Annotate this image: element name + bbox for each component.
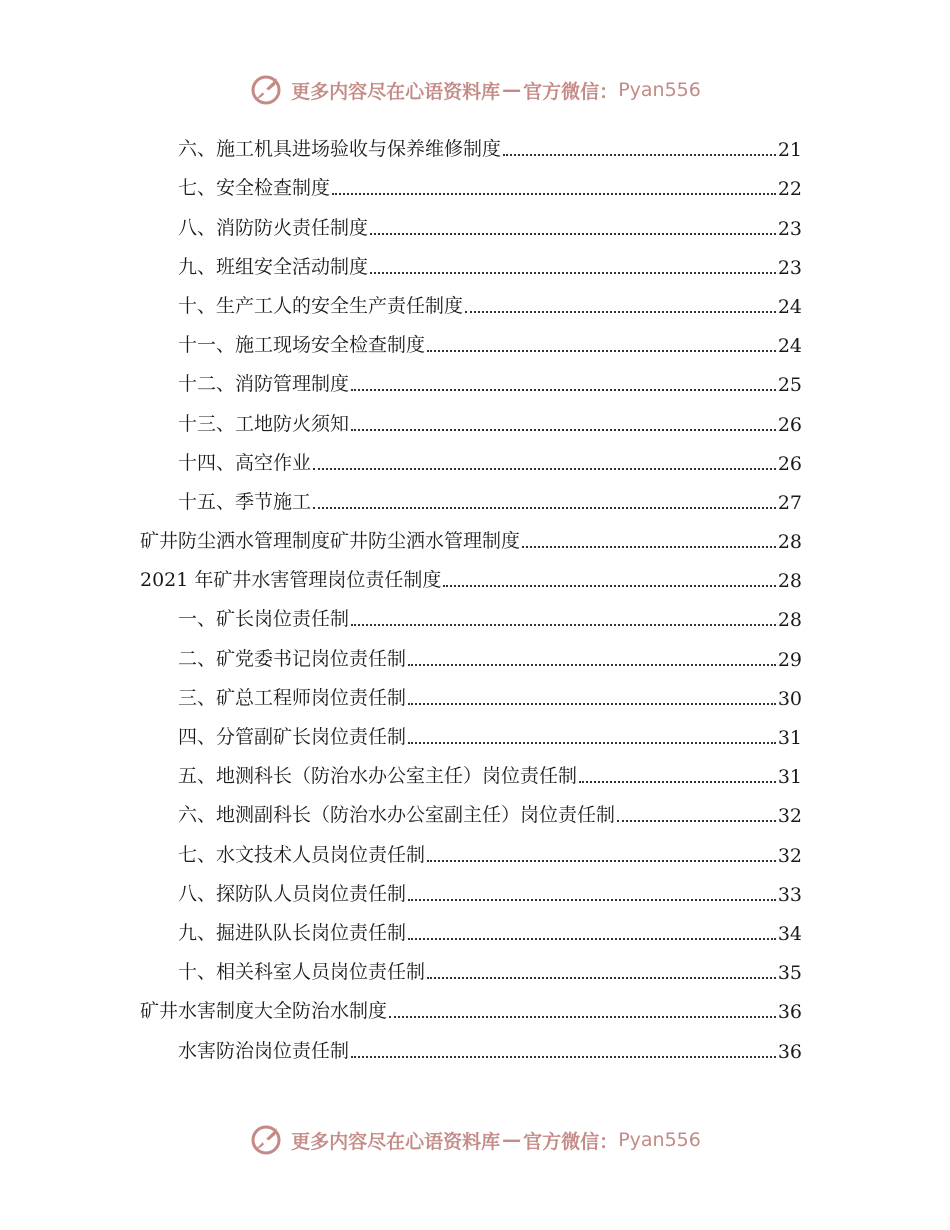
toc-dot-leader <box>427 977 776 979</box>
toc-entry[interactable] <box>140 945 802 984</box>
toc-entry-title: 十二、消防管理制度 <box>178 373 350 396</box>
watermark-text: 更多内容尽在心语资料库 <box>291 80 501 103</box>
toc-entry-page-number: 28 <box>777 570 802 593</box>
toc-entry[interactable] <box>140 436 802 475</box>
toc-dot-leader <box>351 429 776 431</box>
toc-entry[interactable] <box>140 357 802 396</box>
toc-entry-page-number: 32 <box>777 844 802 867</box>
watermark-label: 官方微信： <box>523 1130 619 1153</box>
toc-dot-leader <box>427 860 776 862</box>
toc-dot-leader <box>408 664 776 666</box>
toc-entry-page-number: 24 <box>777 335 802 358</box>
toc-entry-title: 八、消防防火责任制度 <box>178 216 369 239</box>
toc-dot-leader <box>408 899 776 901</box>
watermark-wechat-id: Pyan556 <box>618 1129 701 1151</box>
toc-entry-title: 水害防治岗位责任制 <box>178 1039 350 1062</box>
toc-dot-leader <box>503 154 776 156</box>
logo-icon <box>249 1123 283 1157</box>
toc-dot-leader <box>427 350 776 352</box>
toc-entry-page-number: 34 <box>777 922 802 945</box>
toc-entry[interactable] <box>140 318 802 357</box>
toc-entry[interactable] <box>140 749 802 788</box>
toc-dot-leader <box>617 820 776 822</box>
toc-entry-page-number: 29 <box>777 648 802 671</box>
toc-entry[interactable] <box>140 906 802 945</box>
toc-entry[interactable] <box>140 514 802 553</box>
toc-entry-title: 一、矿长岗位责任制 <box>178 608 350 631</box>
toc-dot-leader <box>332 193 776 195</box>
toc-entry-title: 七、安全检查制度 <box>178 177 331 200</box>
toc-entry[interactable] <box>140 200 802 239</box>
toc-entry-title: 十、相关科室人员岗位责任制 <box>178 961 426 984</box>
watermark-separator: — <box>502 79 522 101</box>
toc-entry-page-number: 33 <box>777 883 802 906</box>
toc-dot-leader <box>351 389 776 391</box>
toc-entry-page-number: 25 <box>777 374 802 397</box>
toc-dot-leader <box>389 1016 776 1018</box>
toc-dot-leader <box>522 546 776 548</box>
toc-entry-title: 矿井水害制度大全防治水制度 <box>140 1000 388 1023</box>
toc-entry-page-number: 22 <box>777 178 802 201</box>
watermark-label: 官方微信： <box>523 80 619 103</box>
toc-entry-page-number: 36 <box>777 1040 802 1063</box>
toc-entry-title: 二、矿党委书记岗位责任制 <box>178 647 407 670</box>
toc-entry-title: 三、矿总工程师岗位责任制 <box>178 686 407 709</box>
toc-entry-page-number: 23 <box>777 256 802 279</box>
toc-dot-leader <box>370 233 776 235</box>
toc-entry-page-number: 27 <box>777 491 802 514</box>
toc-entry[interactable] <box>140 631 802 670</box>
toc-entry[interactable] <box>140 122 802 161</box>
toc-entry[interactable] <box>140 827 802 866</box>
toc-dot-leader <box>313 468 776 470</box>
toc-dot-leader <box>351 624 776 626</box>
toc-entry-title: 六、地测副科长（防治水办公室副主任）岗位责任制 <box>178 804 616 827</box>
toc-entry[interactable] <box>140 710 802 749</box>
toc-entry-title: 十、生产工人的安全生产责任制度 <box>178 294 464 317</box>
toc-entry-page-number: 21 <box>777 139 802 162</box>
toc-dot-leader <box>408 938 776 940</box>
table-of-contents <box>140 122 802 1063</box>
toc-entry[interactable] <box>140 671 802 710</box>
toc-entry-title: 五、地测科长（防治水办公室主任）岗位责任制 <box>178 765 578 788</box>
toc-dot-leader <box>408 703 776 705</box>
toc-dot-leader <box>351 1056 776 1058</box>
toc-entry-page-number: 31 <box>777 766 802 789</box>
toc-entry-title: 四、分管副矿长岗位责任制 <box>178 726 407 748</box>
toc-entry-title: 2021 年矿井水害管理岗位责任制度 <box>140 569 442 592</box>
toc-entry-title: 矿井防尘洒水管理制度矿井防尘洒水管理制度 <box>140 530 521 553</box>
toc-dot-leader <box>408 742 776 744</box>
toc-entry-title: 十五、季节施工 <box>178 490 312 513</box>
toc-entry-page-number: 35 <box>777 962 802 985</box>
toc-entry-page-number: 36 <box>777 1001 802 1024</box>
toc-entry[interactable] <box>140 592 802 631</box>
toc-entry[interactable] <box>140 240 802 279</box>
watermark-wechat-id: Pyan556 <box>618 79 701 101</box>
toc-dot-leader <box>443 585 775 587</box>
toc-dot-leader <box>579 781 776 783</box>
toc-entry[interactable] <box>140 279 802 318</box>
logo-icon <box>249 73 283 107</box>
toc-entry[interactable] <box>140 1023 802 1062</box>
toc-entry-title: 八、探防队人员岗位责任制 <box>178 882 407 905</box>
toc-entry-title: 九、班组安全活动制度 <box>178 255 369 278</box>
toc-entry-page-number: 32 <box>777 805 802 828</box>
toc-entry[interactable] <box>140 867 802 906</box>
toc-entry[interactable] <box>140 475 802 514</box>
toc-entry-title: 十一、施工现场安全检查制度 <box>178 334 426 357</box>
toc-entry-title: 十四、高空作业 <box>178 451 312 474</box>
toc-entry-title: 十三、工地防火须知 <box>178 412 350 435</box>
toc-dot-leader <box>313 507 776 509</box>
toc-entry-page-number: 26 <box>777 452 802 475</box>
toc-dot-leader <box>465 311 776 313</box>
toc-entry[interactable] <box>140 396 802 435</box>
toc-dot-leader <box>370 272 776 274</box>
toc-entry[interactable] <box>140 788 802 827</box>
toc-entry[interactable] <box>140 984 802 1023</box>
toc-entry-title: 七、水文技术人员岗位责任制 <box>178 843 426 866</box>
toc-entry-page-number: 26 <box>777 413 802 436</box>
toc-entry-page-number: 28 <box>777 531 802 554</box>
watermark-separator: — <box>502 1129 522 1151</box>
toc-entry[interactable] <box>140 553 802 592</box>
toc-entry-page-number: 31 <box>777 727 802 749</box>
toc-entry-title: 六、施工机具进场验收与保养维修制度 <box>178 138 502 161</box>
toc-entry-page-number: 23 <box>777 217 802 240</box>
watermark-text: 更多内容尽在心语资料库 <box>291 1130 501 1153</box>
toc-entry-page-number: 24 <box>777 295 802 318</box>
toc-entry-title: 九、掘进队队长岗位责任制 <box>178 921 407 944</box>
toc-entry[interactable] <box>140 161 802 200</box>
footer-watermark <box>0 1120 950 1160</box>
toc-entry-page-number: 28 <box>777 609 802 632</box>
toc-entry-page-number: 30 <box>777 687 802 710</box>
header-watermark <box>0 70 950 110</box>
